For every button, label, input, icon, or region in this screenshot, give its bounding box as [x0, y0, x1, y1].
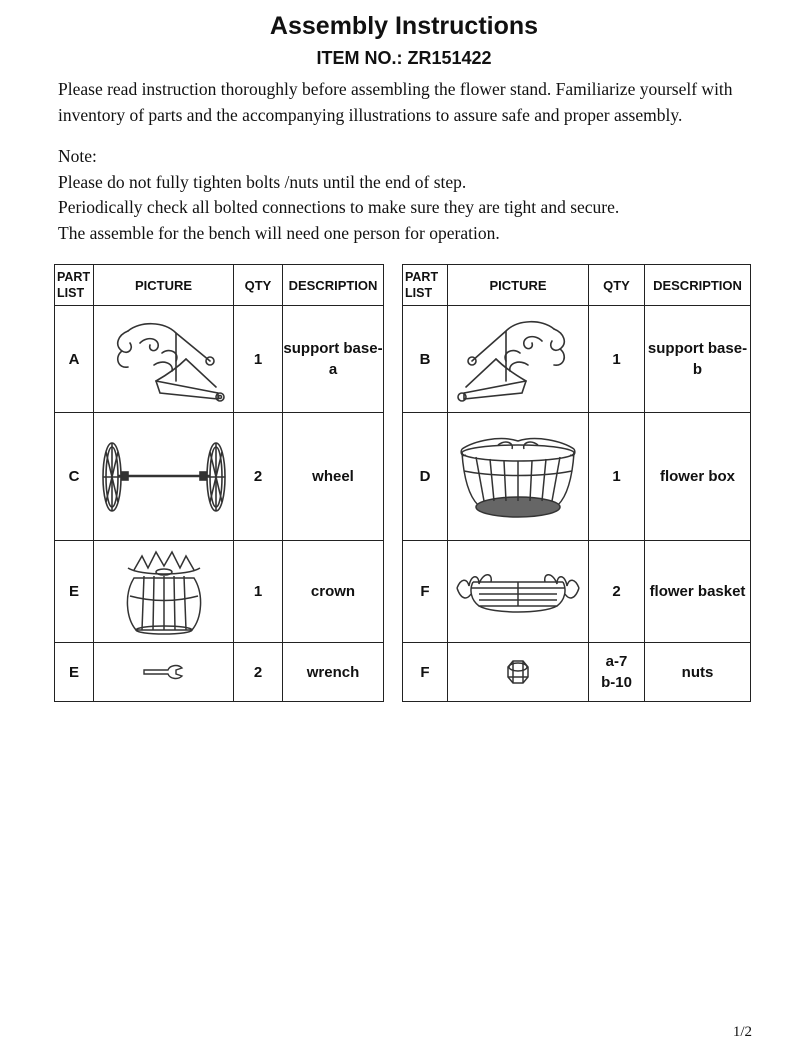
part-picture [94, 306, 234, 413]
part-qty: 1 [589, 306, 645, 413]
part-label: B [403, 306, 448, 413]
part-description: nuts [645, 643, 751, 702]
part-qty: a-7 b-10 [589, 643, 645, 702]
header-qty: QTY [234, 265, 283, 306]
note-line: Please do not fully tighten bolts /nuts until the end of step. [58, 171, 467, 192]
header-picture: PICTURE [448, 265, 589, 306]
table-row [55, 541, 384, 643]
table-header-row [403, 265, 751, 306]
header-description: DESCRIPTION [645, 265, 751, 306]
table-row [55, 413, 384, 541]
intro-paragraph: Please read instruction thoroughly before assembling the flower stand. Familiarize yourself with inventory of parts and the accompanying illustrations to assure safe and proper assembly. [58, 79, 733, 125]
page-number: 1/2 [732, 1024, 752, 1040]
wheel-axle-icon [98, 438, 230, 516]
support-base-b-icon [454, 313, 582, 405]
table-row [403, 643, 751, 702]
header-qty: QTY [589, 265, 645, 306]
note-line: The assemble for the bench will need one person for operation. [58, 222, 500, 243]
notes-section [58, 144, 758, 246]
table-row [403, 413, 751, 541]
part-description: wrench [283, 643, 384, 702]
part-picture [448, 413, 589, 541]
table-row [403, 306, 751, 413]
page-title: Assembly Instructions [269, 12, 539, 40]
part-description: wheel [283, 413, 384, 541]
header-part-list: PART LIST [55, 265, 94, 306]
notes-heading: Note: [58, 146, 97, 166]
part-label: D [403, 413, 448, 541]
part-description: flower basket [645, 541, 751, 643]
header-picture: PICTURE [94, 265, 234, 306]
table-row [55, 306, 384, 413]
table-row [55, 643, 384, 702]
wrench-icon [142, 662, 186, 682]
part-label: A [55, 306, 94, 413]
part-label: F [403, 541, 448, 643]
support-base-a-icon [100, 313, 228, 405]
header-part-list: PART LIST [403, 265, 448, 306]
nut-icon [503, 657, 533, 687]
part-picture [94, 643, 234, 702]
part-qty: 1 [234, 306, 283, 413]
part-label: E [55, 643, 94, 702]
part-description: crown [283, 541, 384, 643]
note-line: Periodically check all bolted connections to make sure they are tight and secure. [58, 197, 620, 217]
flower-box-icon [454, 431, 582, 523]
header-description: DESCRIPTION [283, 265, 384, 306]
part-label: E [55, 541, 94, 643]
crown-icon [124, 546, 204, 638]
parts-table-left [54, 264, 384, 702]
part-picture [94, 541, 234, 643]
part-picture [448, 306, 589, 413]
part-description: flower box [645, 413, 751, 541]
parts-table-right [402, 264, 751, 702]
part-description: support base-a [283, 306, 384, 413]
part-description: support base-b [645, 306, 751, 413]
table-header-row [55, 265, 384, 306]
part-qty: 2 [234, 643, 283, 702]
part-picture [94, 413, 234, 541]
part-qty: 2 [234, 413, 283, 541]
part-label: C [55, 413, 94, 541]
part-qty: 1 [589, 413, 645, 541]
part-qty: 2 [589, 541, 645, 643]
part-label: F [403, 643, 448, 702]
part-picture [448, 643, 589, 702]
table-row [403, 541, 751, 643]
item-number: ITEM NO.: ZR151422 [316, 48, 492, 68]
flower-basket-icon [453, 560, 583, 624]
part-qty: 1 [234, 541, 283, 643]
part-picture [448, 541, 589, 643]
